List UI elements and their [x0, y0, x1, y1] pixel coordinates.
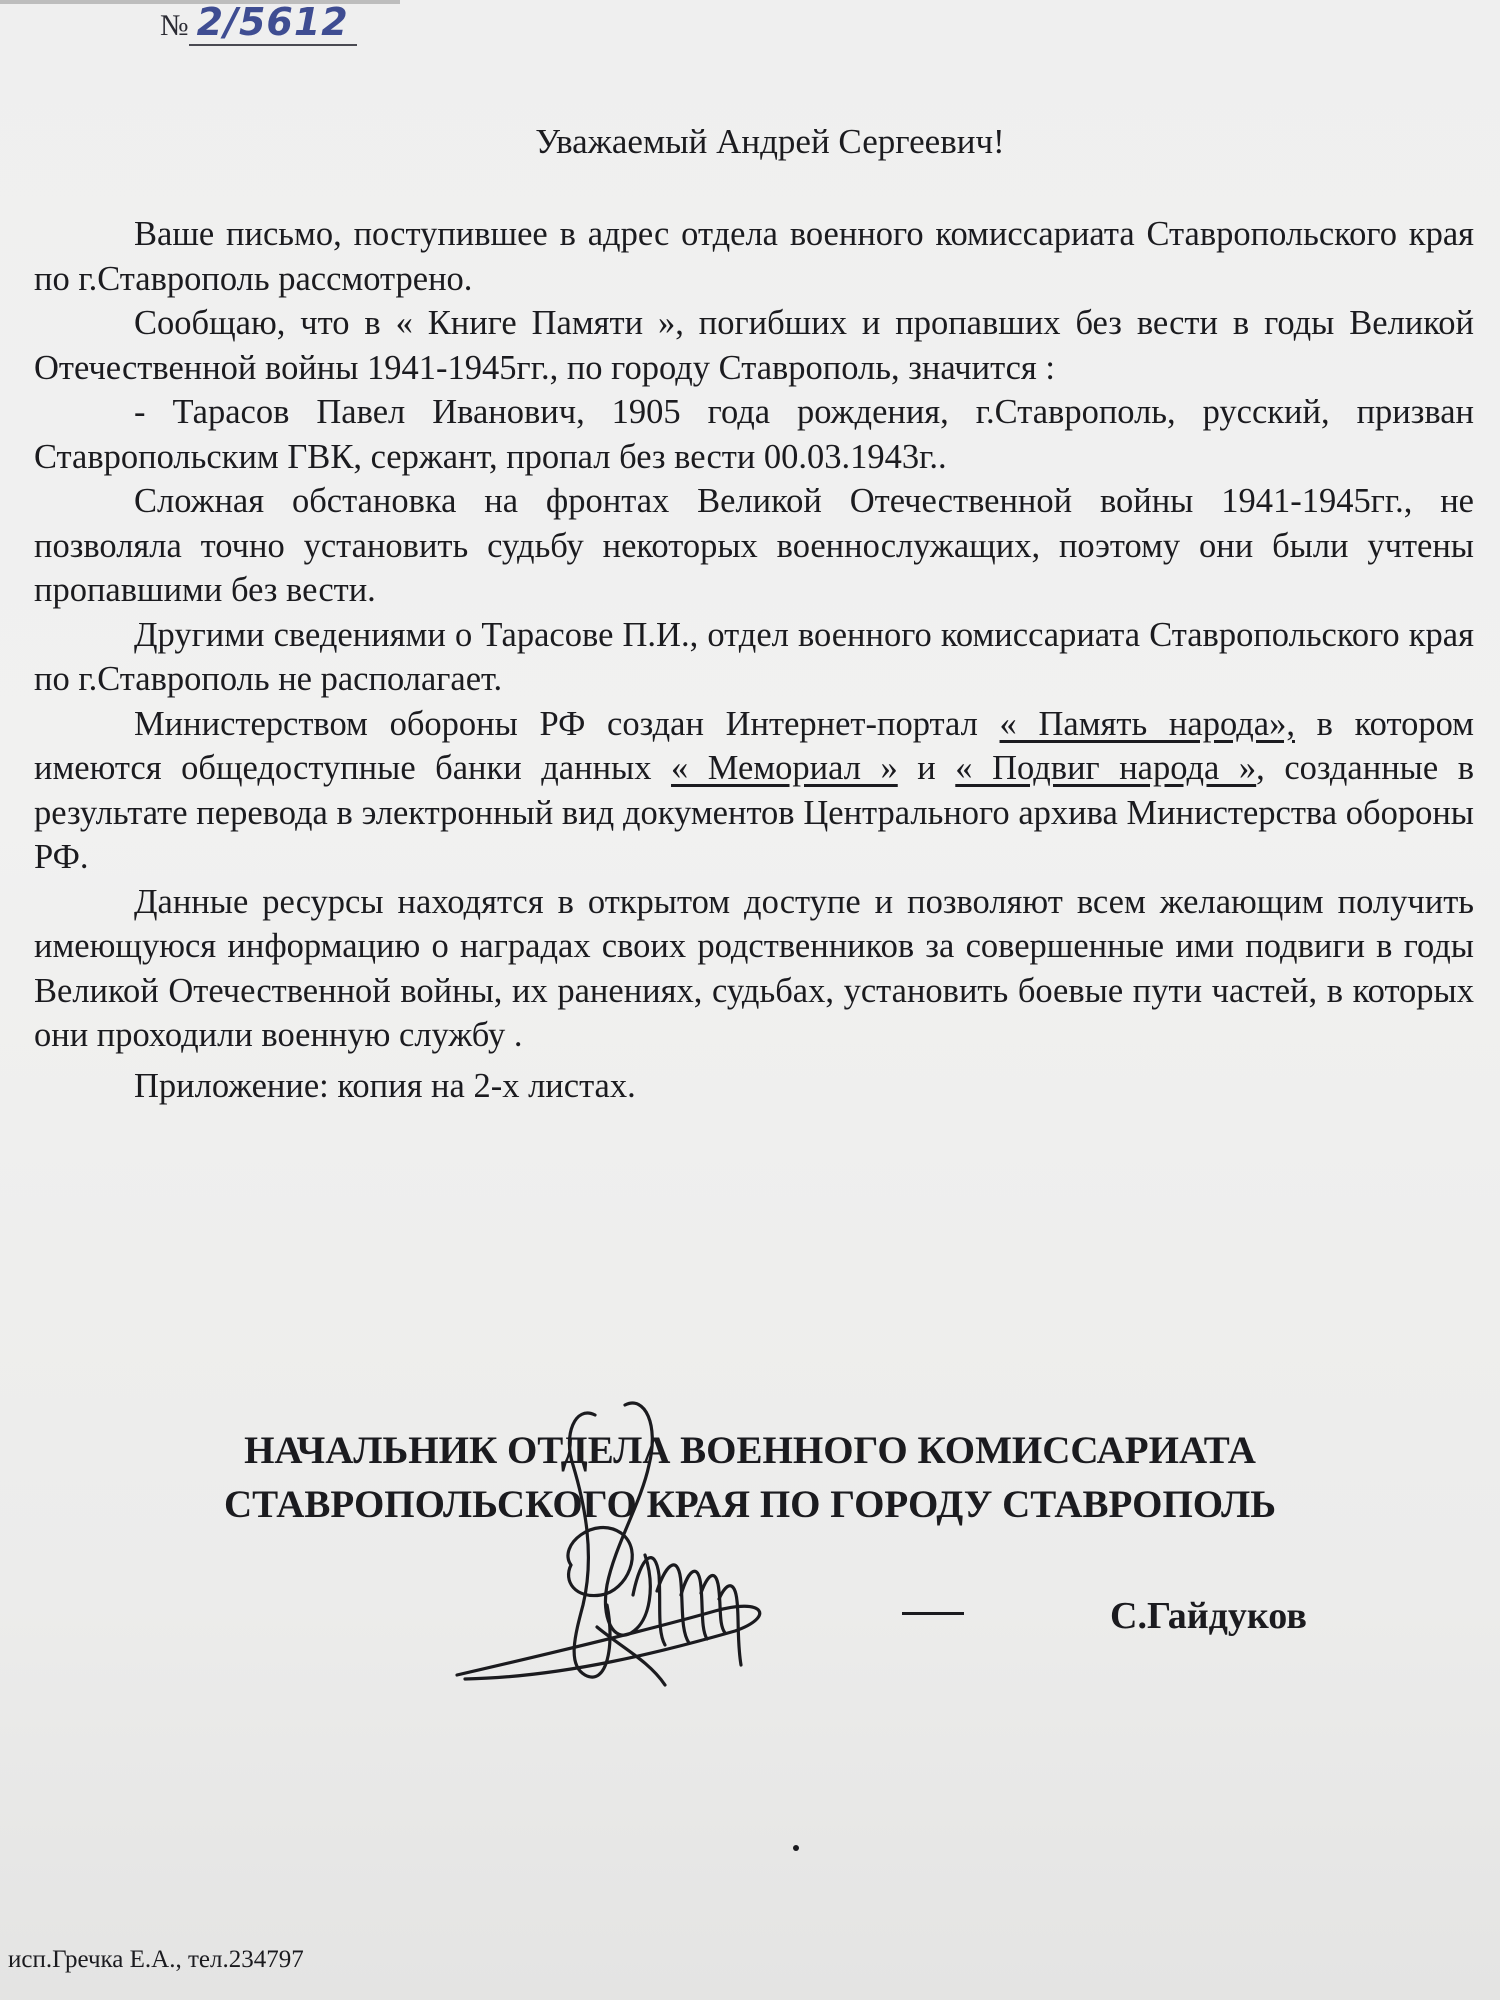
paragraph-6-text-1: Министерством обороны РФ создан Интернет-портал: [134, 704, 1000, 743]
paragraph-6: [34, 702, 1474, 880]
podvig-naroda-link[interactable]: « Подвиг народа »: [955, 749, 1257, 787]
paragraph-2: Сообщаю, что в « Книге Памяти », погибших и пропавших без вести в годы Великой Отечественной войны 1941-1945гг., по городу Ставрополь, значится :: [34, 304, 1474, 387]
greeting: Уважаемый Андрей Сергеевич!: [535, 122, 1005, 161]
signatory-name: С.Гайдуков: [1110, 1595, 1307, 1637]
paragraph-5: Другими сведениями о Тарасове П.И., отдел военного комиссариата Ставропольского края по г.Ставрополь не располагает.: [34, 615, 1474, 698]
executor-line: исп.Гречка Е.А., тел.234797: [8, 1946, 304, 1973]
position-line-1: НАЧАЛЬНИК ОТДЕЛА ВОЕННОГО КОМИССАРИАТА: [244, 1429, 1256, 1472]
letter-body: [34, 212, 1474, 1108]
paragraph-3: - Тарасов Павел Иванович, 1905 года рождения, г.Ставрополь, русский, призван Ставропольским ГВК, сержант, пропал без вести 00.03.1943г..: [34, 393, 1474, 476]
paragraph-6-text-4: , созданные в результате перевода в электронный вид документов Центрального архива Министерства обороны РФ.: [34, 749, 1474, 876]
appendix-note: Приложение: копия на 2-х листах.: [134, 1066, 636, 1105]
paragraph-7: Данные ресурсы находятся в открытом доступе и позволяют всем желающим получить имеющуюся информацию о наградах своих родственников за совершенные ими подвиги в годы Великой Отечественной войны, их ранениях, судьбах, установить боевые пути частей, в которых они проходили военную службу .: [34, 882, 1474, 1054]
registration-number: [160, 0, 357, 44]
paragraph-1: Ваше письмо, поступившее в адрес отдела военного комиссариата Ставропольского края по г.Ставрополь рассмотрено.: [34, 215, 1474, 298]
stray-dot: [793, 1845, 799, 1851]
paragraph-6-text-2: в котором имеются общедоступные банки данных: [34, 704, 1474, 787]
signature-dash: [902, 1612, 964, 1615]
pamyat-naroda-link[interactable]: « Память народа»,: [999, 704, 1295, 743]
handwritten-number: 2/5612: [189, 0, 357, 46]
paragraph-4: Сложная обстановка на фронтах Великой Отечественной войны 1941-1945гг., не позволяла точно установить судьбу некоторых военнослужащих, поэтому они были учтены пропавшими без вести.: [34, 482, 1474, 609]
handwritten-signature: [445, 1395, 875, 1715]
paragraph-6-text-3: и: [897, 749, 956, 787]
memorial-link[interactable]: « Мемориал »: [671, 749, 898, 787]
number-sign: №: [160, 9, 189, 42]
position-line-2: СТАВРОПОЛЬСКОГО КРАЯ ПО ГОРОДУ СТАВРОПОЛЬ: [223, 1483, 1277, 1526]
